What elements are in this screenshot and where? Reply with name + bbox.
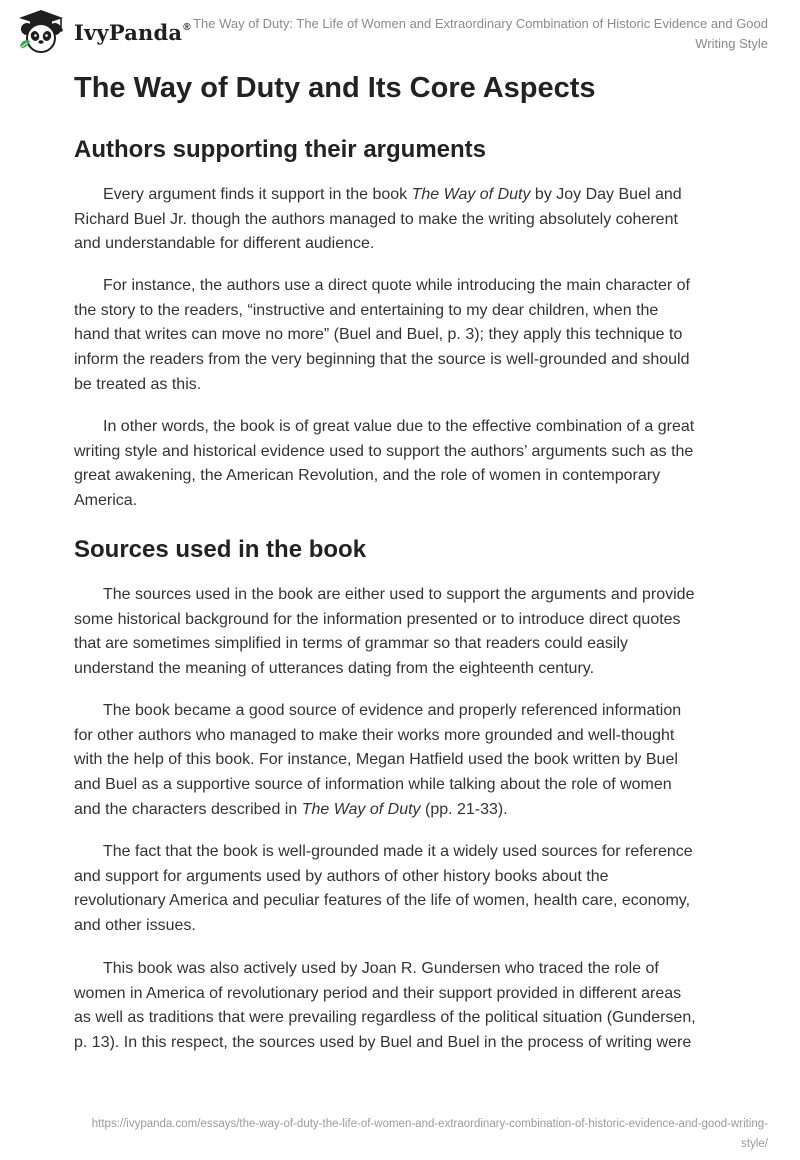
source-url-footer[interactable] — [8, 1114, 768, 1154]
paragraph — [74, 840, 734, 939]
text-line: p. 13). In this respect, the sources used by Buel and Buel in the process of writing were — [74, 1034, 692, 1052]
section-heading: Sources used in the book — [74, 536, 367, 563]
paragraph — [74, 183, 734, 257]
text-line: The book became a good source of evidence and properly referenced information — [103, 702, 682, 719]
text-line: for other authors who managed to make their works more grounded and well-thought — [74, 726, 675, 744]
text-line: and Buel as a supportive source of information while talking about the role of women — [74, 776, 672, 794]
paragraph — [74, 274, 734, 398]
text-line: great awakening, the American Revolution, and the role of women in contemporary — [74, 467, 661, 485]
paragraph — [74, 957, 734, 1056]
document-header-title — [188, 14, 768, 53]
text-line: America. — [74, 492, 138, 510]
text-line: Every argument finds it support in the book The Way of Duty by Joy Day Buel and — [103, 186, 682, 203]
ivypanda-logo[interactable] — [16, 8, 191, 54]
source-url-line[interactable]: style/ — [741, 1138, 768, 1150]
text-line: The fact that the book is well-grounded made it a widely used sources for reference — [103, 843, 693, 860]
text-line: This book was also actively used by Joan R. Gundersen who traced the role of — [103, 960, 659, 977]
text-line: the story to the readers, “instructive and entertaining to my dear children, when the — [74, 301, 659, 319]
page-title: The Way of Duty and Its Core Aspects — [74, 72, 596, 104]
header-title-line: Writing Style — [695, 35, 768, 51]
text-line: and understandable for different audience. — [74, 235, 375, 253]
text-line: women in America of revolutionary period and their support provided in different areas — [74, 984, 682, 1002]
logo-text: IvyPanda® — [74, 19, 191, 45]
text-line: hand that writes can move no more” (Buel and Buel, p. 3); they apply this technique to — [74, 326, 683, 344]
text-line: with the help of this book. For instance, Megan Hatfield used the book written by Buel — [74, 751, 678, 769]
book-title: The Way of Duty — [301, 800, 421, 818]
text-line: some historical background for the information presented or to introduce direct quotes — [74, 610, 681, 628]
text-line: For instance, the authors use a direct quote while introducing the main character of — [103, 277, 690, 294]
text-line: The sources used in the book are either used to support the arguments and provide — [103, 586, 695, 603]
section-heading: Authors supporting their arguments — [74, 136, 487, 163]
text-line: understand the meaning of utterances dating from the eighteenth century. — [74, 660, 595, 678]
book-title: The Way of Duty — [411, 186, 531, 203]
paragraph — [74, 583, 734, 682]
text-line: In other words, the book is of great value due to the effective combination of a great — [103, 418, 695, 435]
text-line: writing style and historical evidence used to support the authors’ arguments such as the — [74, 442, 694, 460]
page-header — [0, 0, 800, 60]
header-title-line: The Way of Duty: The Life of Women and Extraordinary Combination of Historic Evidence and Good — [193, 16, 768, 31]
panda-graduate-icon — [16, 8, 66, 54]
text-line: as well as traditions that were prevailing regardless of the political situation (Gundersen, — [74, 1009, 696, 1027]
text-line: and the characters described in The Way of Duty (pp. 21-33). — [74, 800, 508, 818]
paragraph — [74, 415, 734, 514]
text-line: and other issues. — [74, 917, 196, 935]
source-url-line[interactable]: https://ivypanda.com/essays/the-way-of-duty-the-life-of-women-and-extraordinary-combination-of-historic-evidence-and-good-writing- — [91, 1118, 768, 1130]
text-line: that are sometimes simplified in terms of grammar so that readers could easily — [74, 635, 628, 653]
text-line: inform the readers from the very beginning that the source is well-grounded and should — [74, 351, 690, 369]
text-line: revolutionary America and peculiar features of the life of women, health care, economy, — [74, 892, 691, 910]
text-line: Richard Buel Jr. though the authors managed to make the writing absolutely coherent — [74, 210, 678, 228]
text-line: and support for arguments used by authors of other history books about the — [74, 867, 609, 885]
paragraph — [74, 699, 734, 823]
text-line: be treated as this. — [74, 375, 202, 393]
